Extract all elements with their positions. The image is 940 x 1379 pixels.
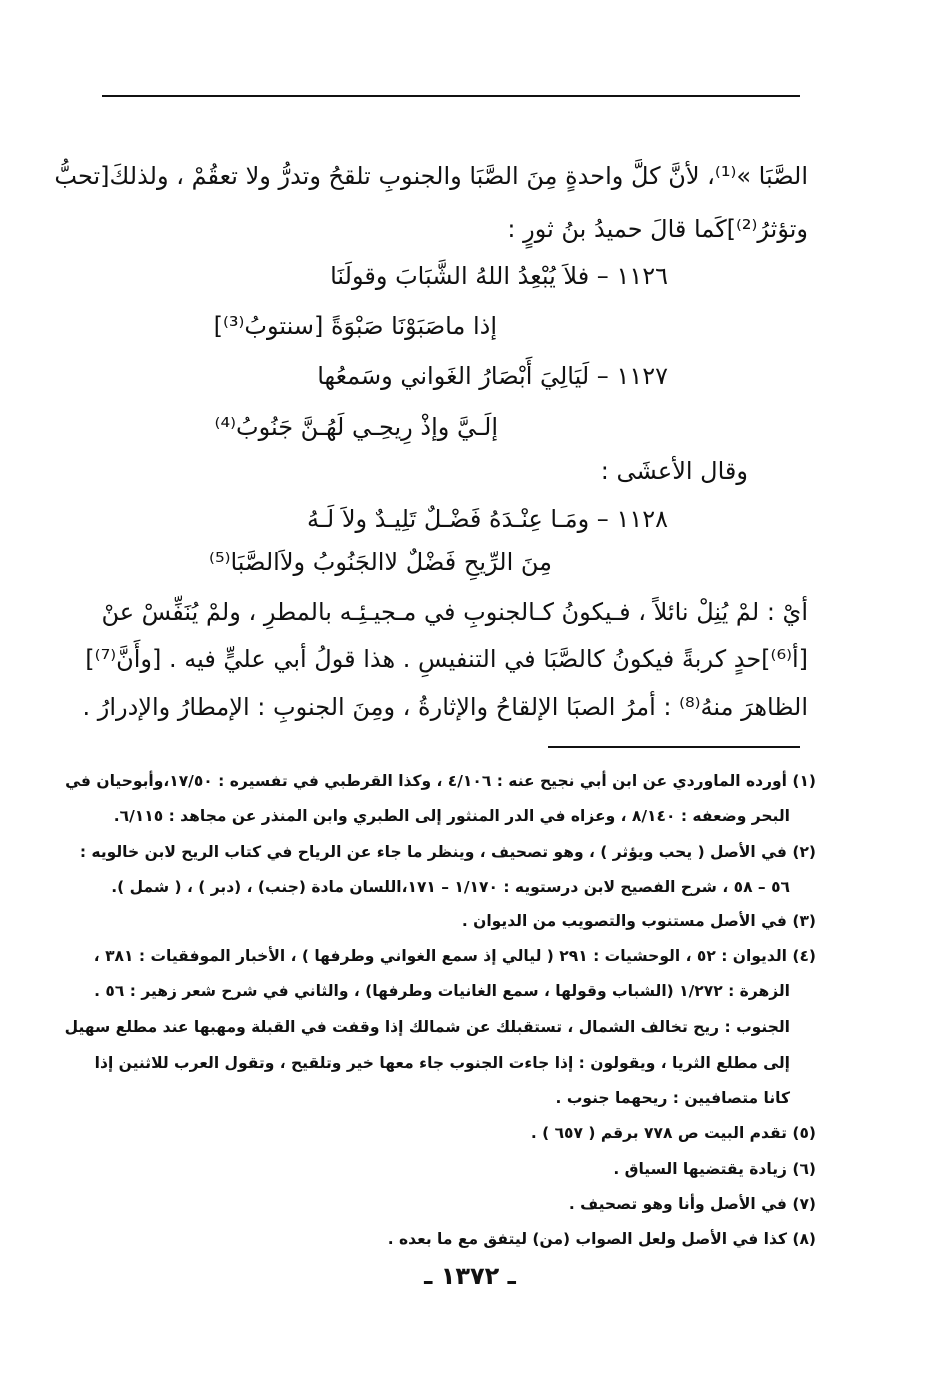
footnote-line: (٦) زيادة يقتضيها السياق . bbox=[613, 1160, 816, 1178]
verse-line: مِنَ الرِّيحِ فَضْلٌ لاالجَنُوبُ ولاَالصَّبَا⁽⁵⁾ bbox=[209, 548, 552, 576]
footnote-line: (٧) في الأصل وأنا وهو تصحيف . bbox=[568, 1195, 816, 1213]
footnote-line: الجنوب : ريح تخالف الشمال ، تستقبلك عن شمالك إذا وقفت في القبلة ومهبها عند مطلع سهيل bbox=[64, 1018, 790, 1036]
body-line: وقال الأعشَى : bbox=[600, 457, 748, 485]
footnote-line: ٥٦ – ٥٨ ، شرح الفصيح لابن درستويه : ١/١٧٠ – ١٧١،اللسان مادة (جنب) ، (دبر ) ، ( شمل ). bbox=[111, 878, 790, 896]
footnote-line: (٢) في الأصل ( يحب ويؤثر ) ، وهو تصحيف ، وينظر ما جاء عن الرياح في كتاب الريح لابن خالويه : bbox=[79, 843, 816, 861]
footnote-rule bbox=[548, 746, 800, 748]
body-line: الظاهرَ منهُ⁽⁸⁾ : أمرُ الصبَا الإلقاحُ والإثارةُ ، ومِنَ الجنوبِ : الإمطارُ والإدرارُ . bbox=[82, 693, 808, 721]
body-line: وتؤثرُ⁽²⁾]كَما قالَ حميدُ بنُ ثورٍ : bbox=[507, 215, 808, 243]
page-number: ـ ١٣٧٢ ـ bbox=[424, 1262, 516, 1290]
footnote-line: الزهرة : ١/٢٧٢ (الشباب وقولها ، سمع الغانيات وطرفها) ، والثاني في شرح شعر زهير : ٥٦ . bbox=[94, 982, 790, 1000]
footnote-line: إلى مطلع الثريا ، ويقولون : إذا جاءت الجنوب جاء معها خير وتلقيح ، وتقول العرب للاثنين إذا bbox=[94, 1054, 790, 1072]
footnote-line: البحر وضعفه : ٨/١٤٠ ، وعزاه في الدر المنثور إلى الطبري وابن المنذر عن مجاهد : ٦/١١٥. bbox=[113, 807, 790, 825]
verse-line: إذا ماصَبَوْنَا صَبْوَةً [سنتوبُ⁽³⁾] bbox=[213, 312, 497, 340]
footnote-line: (٨) كذا في الأصل ولعل الصواب (من) ليتفق مع ما بعده . bbox=[387, 1230, 816, 1248]
footnote-line: (١) أورده الماوردي عن ابن أبي نجيح عنه : ٤/١٠٦ ، وكذا القرطبي في تفسيره : ١٧/٥٠،وأبوحيان في bbox=[65, 772, 816, 790]
footnote-line: (٤) الديوان : ٥٢ ، الوحشيات : ٢٩١ ( ليالي إذ سمع الغواني وطرفها ) ، الأخبار الموفقيات : ٣٨١ ، bbox=[93, 947, 816, 965]
header-rule bbox=[102, 95, 800, 97]
footnote-line: (٣) في الأصل مستنوب والتصويب من الديوان . bbox=[461, 912, 816, 930]
body-line: الصَّبَا »⁽¹⁾، لأنَّ كلَّ واحدةٍ مِنَ الصَّبَا والجنوبِ تلقحُ وتدرُّ ولا تعقُمْ ، ولذلكَ[تحبُّ bbox=[54, 162, 808, 190]
verse-line: إلَـيَّ وإذْ رِيحِـي لَهُـنَّ جَنُوبُ⁽⁴⁾ bbox=[214, 413, 498, 441]
verse-line: ١١٢٧ – لَيَالِيَ أَبْصَارُ الغَواني وسَمعُها bbox=[317, 362, 668, 390]
body-line: [أ⁽⁶⁾]حدٍ كربةً فيكونُ كالصَّبَا في التنفيسِ . هذا قولُ أبي عليٍّ فيه . [وأَنَّ⁽⁷⁾] bbox=[85, 645, 808, 673]
footnote-line: كانا متصافيين : ريحهما جنوب . bbox=[555, 1089, 790, 1107]
verse-line: ١١٢٨ – ومَـا عِنْـدَهُ فَضْـلٌ تَلِيـدٌ ولاَ لَـهُ bbox=[307, 505, 668, 533]
verse-line: ١١٢٦ – فلاَ يُبْعِدُ اللهُ الشَّبَابَ وقولَنَا bbox=[330, 262, 668, 290]
body-line: أيْ : لمْ يُنِلْ نائلاً ، فـيكونُ كـالجنوبِ في مـجيـئِـه بالمطرِ ، ولمْ يُنَفِّسْ عنْ bbox=[101, 598, 808, 626]
footnote-line: (٥) تقدم البيت ص ٧٧٨ برقم ( ٦٥٧ ) . bbox=[530, 1124, 816, 1142]
